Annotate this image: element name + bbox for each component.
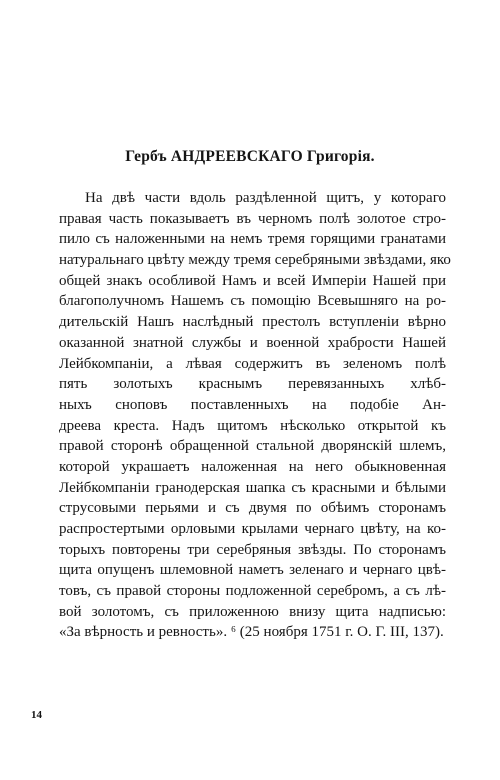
text-line: пять золотыхъ краснымъ перевязанныхъ хлѣб- bbox=[59, 376, 446, 393]
text-line: правая часть показываетъ въ черномъ полѣ золотое стро- bbox=[59, 210, 446, 227]
text-line: которой украшаетъ наложенная на него обыкновенная bbox=[59, 458, 446, 475]
text-line: распростертыми орловыми крылами чернаго цвѣту, на ко- bbox=[59, 521, 446, 537]
coat-of-arms-description bbox=[59, 188, 451, 643]
text-line: оказанной знатной службы и военной храбрости Нашей bbox=[59, 334, 446, 351]
text-line: пило съ наложенными на немъ тремя горящими гранатами bbox=[59, 231, 446, 248]
text-line: ныхъ сноповъ поставленныхъ на подобіе Ан- bbox=[59, 396, 446, 413]
text-line: Лейбкомпаніи, а лѣвая содержитъ въ зеленомъ полѣ bbox=[59, 355, 446, 372]
text-line: Лейбкомпаніи гранодерская шапка съ красными и бѣлыми bbox=[59, 479, 446, 496]
text-line: натуральнаго цвѣту между тремя серебряными звѣздами, яко bbox=[59, 252, 451, 269]
text-line: благополучномъ Нашемъ съ помощію Всевышняго на ро- bbox=[59, 293, 446, 310]
text-line: дреева креста. Надъ щитомъ нѣсколько открытой къ bbox=[59, 417, 446, 434]
text-line: «За вѣрность и ревность». ⁶ (25 ноября 1751 г. О. Г. III, 137). bbox=[59, 624, 444, 641]
page-number: 14 bbox=[31, 709, 42, 721]
text-line: струсовыми перьями и съ двумя по обѣимъ сторонамъ bbox=[59, 500, 446, 517]
text-line: вой золотомъ, съ приложенною внизу щита надписью: bbox=[59, 603, 446, 620]
coat-of-arms-title: Гербъ АНДРЕЕВСКАГО Григорія. bbox=[125, 148, 375, 165]
text-line: товъ, съ правой стороны подложенной серебромъ, а съ лѣ- bbox=[59, 583, 446, 600]
text-line: дительскій Нашъ наслѣдный престолъ вступленіи вѣрно bbox=[59, 314, 446, 331]
text-line: общей знакъ особливой Намъ и всей Имперіи Нашей при bbox=[59, 272, 446, 289]
text-line: торыхъ повторены три серебряныя звѣзды. По сторонамъ bbox=[59, 541, 446, 558]
text-line: щита опущенъ шлемовной наметъ зеленаго и чернаго цвѣ- bbox=[59, 562, 446, 579]
text-line: На двѣ части вдоль раздѣленной щитъ, у котораго bbox=[85, 190, 446, 206]
text-line: правой сторонѣ обращенной стальной дворянскій шлемъ, bbox=[59, 438, 446, 455]
